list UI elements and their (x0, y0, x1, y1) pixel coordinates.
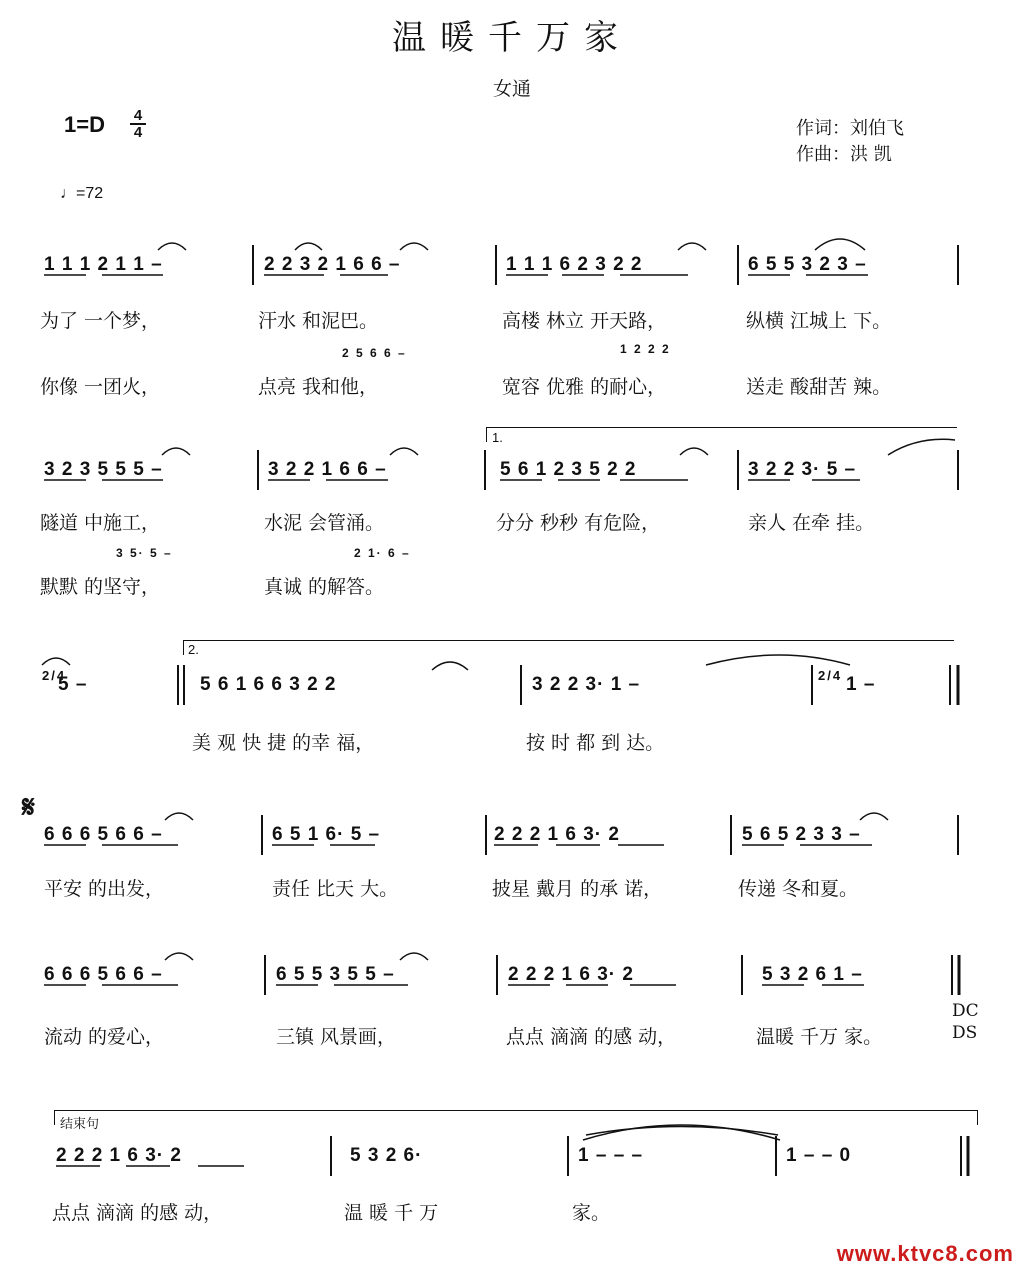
row5-lyric2: 三镇 风景画， (276, 1026, 397, 1048)
volta-2-label: 2. (188, 642, 199, 657)
row1-lyric2: 汗水 和泥巴。 (258, 310, 379, 332)
row4-measure2: 6 5 1 6· 5 – (272, 824, 381, 845)
row3-lyric2: 按 时 都 到 达。 (526, 732, 665, 754)
row5-lyric3: 点点 滴滴 的感 动， (506, 1026, 677, 1048)
row4-measure1: 6 6 6 5 6 6 – (44, 824, 163, 845)
row4-lyric3: 披星 戴月 的承 诺， (492, 878, 663, 900)
row5-lyric1: 流动 的爱心， (44, 1026, 165, 1048)
ending-bracket (54, 1110, 978, 1125)
row2-lyric-verse2-2: 真诚 的解答。 (264, 576, 385, 598)
row5-lyric4: 温暖 千万 家。 (756, 1026, 883, 1048)
row3-measure3: 3 2 2 3· 1 – (532, 674, 641, 695)
row2-measure1: 3 2 3 5 5 5 – (44, 459, 163, 480)
row4-measure3: 2 2 2 1 6 3· 2 (494, 824, 620, 845)
row4-lyric2: 责任 比天 大。 (272, 878, 399, 900)
ending-label: 结束句 (60, 1116, 100, 1131)
row6-lyric1: 点点 滴滴 的感 动， (52, 1202, 223, 1224)
ds-marking: DS (952, 1023, 978, 1043)
row1-measure3: 1 1 1 6 2 3 2 2 (506, 254, 643, 275)
row1-lyric-verse2-2: 点亮 我和他， (258, 376, 379, 398)
row2-measure3: 5 6 1 2 3 5 2 2 (500, 459, 637, 480)
row5-measure1: 6 6 6 5 6 6 – (44, 964, 163, 985)
row3-measure1: 5 – (58, 674, 88, 695)
dc-ds-marking (952, 1000, 979, 1044)
row4-measure4: 5 6 5 2 3 3 – (742, 824, 861, 845)
row6-measure2: 5 3 2 6· (350, 1145, 423, 1166)
volta-2-bracket (183, 640, 954, 655)
lyricist: 作词：刘伯飞 (796, 118, 904, 139)
row2-lyric-verse2-1: 默默 的坚守， (40, 576, 161, 598)
row5-measure3: 2 2 2 1 6 3· 2 (508, 964, 634, 985)
row2-measure4: 3 2 2 3· 5 – (748, 459, 857, 480)
row5-measure4: 5 3 2 6 1 – (762, 964, 863, 985)
row6-lyric3: 家。 (572, 1202, 611, 1224)
row3-measure2: 5 6 1 6 6 3 2 2 (200, 674, 337, 695)
composer: 作曲：洪 凯 (796, 144, 892, 165)
row3-time-signature-a: 2/4 (42, 668, 67, 683)
row4-lyric1: 平安 的出发， (44, 878, 165, 900)
row3-measure4: 1 – (846, 674, 876, 695)
time-signature-top: 4 (133, 107, 143, 124)
voice-type: 女通 (492, 78, 531, 100)
row1-lyric-verse2-4: 送走 酸甜苦 辣。 (746, 376, 892, 398)
row2-measure2: 3 2 2 1 6 6 – (268, 459, 387, 480)
row2-alt-notes-a: 3 5· 5 – (116, 546, 173, 560)
row2-lyric1: 隧道 中施工， (40, 512, 161, 534)
key-signature: 1=D (64, 112, 105, 137)
row6-lyric2: 温 暖 千 万 (344, 1202, 439, 1224)
website-watermark: www.ktvc8.com (836, 1241, 1014, 1266)
row5-measure2: 6 5 5 3 5 5 – (276, 964, 395, 985)
row1-measure4: 6 5 5 3 2 3 – (748, 254, 867, 275)
volta-1-bracket (486, 427, 957, 442)
segno-icon: 𝄋 (22, 790, 35, 825)
dc-marking: DC (952, 1001, 979, 1021)
row1-lyric1: 为了 一个梦， (40, 310, 161, 332)
row1-measure2: 2 2 3 2 1 6 6 – (264, 254, 401, 275)
row1-lyric4: 纵横 江城上 下。 (746, 310, 892, 332)
row3-lyric1: 美 观 快 捷 的幸 福， (192, 732, 375, 754)
time-signature-bottom: 4 (130, 123, 146, 140)
row1-lyric-verse2-1: 你像 一团火， (40, 376, 161, 398)
row1-measure1: 1 1 1 2 1 1 – (44, 254, 163, 275)
row6-measure3: 1 – – – (578, 1145, 644, 1166)
row4-lyric4: 传递 冬和夏。 (738, 878, 859, 900)
row6-measure4: 1 – – 0 (786, 1145, 852, 1166)
row3-time-signature-b: 2/4 (818, 668, 843, 683)
row1-lyric3: 高楼 林立 开天路， (502, 310, 667, 332)
volta-1-label: 1. (492, 430, 503, 445)
row1-alt-notes-b: 1 2 2 2 (620, 342, 671, 356)
row2-lyric3: 分分 秒秒 有危险， (496, 512, 661, 534)
row2-lyric4: 亲人 在牵 挂。 (748, 512, 875, 534)
row6-measure1: 2 2 2 1 6 3· 2 (56, 1145, 182, 1166)
row1-alt-notes-a: 2 5 6 6 – (342, 346, 407, 360)
row2-lyric2: 水泥 会管涌。 (264, 512, 385, 534)
row2-alt-notes-b: 2 1· 6 – (354, 546, 411, 560)
row1-lyric-verse2-3: 宽容 优雅 的耐心， (502, 376, 667, 398)
tempo-marking: ♩=72 (60, 185, 104, 202)
song-title: 温暖千万家 (392, 18, 632, 58)
